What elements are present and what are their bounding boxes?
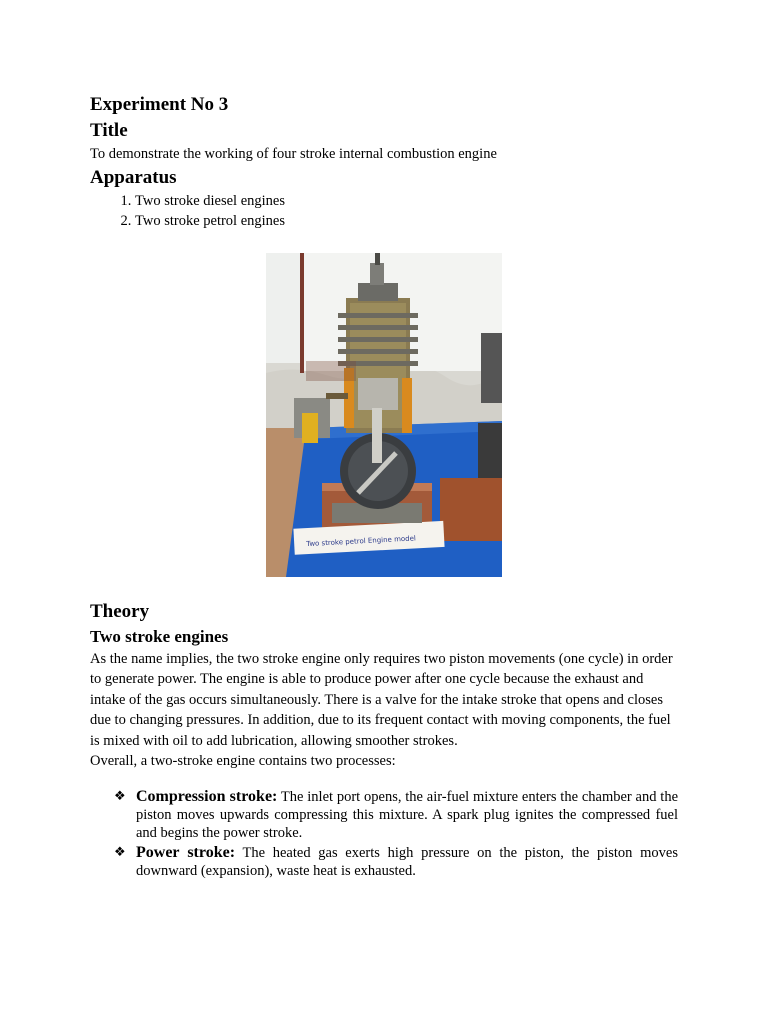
apparatus-list xyxy=(90,191,678,231)
theory-paragraph: As the name implies, the two stroke engine only requires two piston movements (one cycle) in order to generate power. The engine is able to produce power after one cycle because the exhaust and intake of the gas occurs simultaneously. There is a valve for the intake stroke that opens and closes due to changing pressures. In addition, due to its frequent contact with moving components, the fuel is mixed with oil to add lubrication, allowing smoother strokes. xyxy=(90,650,673,749)
theory-heading: Theory xyxy=(90,600,150,622)
apparatus-item: 1. Two stroke diesel engines xyxy=(135,191,678,211)
stroke-list xyxy=(90,788,678,880)
stroke-description: The heated gas exerts high pressure on the piston, the piston moves downward (expansion), waste heat is exhausted. xyxy=(136,844,678,879)
stroke-term: Power stroke: xyxy=(136,843,236,861)
engine-label-text: Two stroke petrol Engine model xyxy=(306,533,417,548)
engine-photo-illustration xyxy=(266,253,502,577)
apparatus-item: 2. Two stroke petrol engines xyxy=(135,211,678,231)
engine-photo xyxy=(266,253,502,577)
experiment-heading: Experiment No 3 xyxy=(90,94,229,115)
title-heading: Title xyxy=(90,120,128,141)
title-text: To demonstrate the working of four stroke internal combustion engine xyxy=(90,146,497,162)
diamond-bullet-icon: ❖ xyxy=(114,844,126,860)
processes-intro: Overall, a two-stroke engine contains two processes: xyxy=(90,753,396,769)
document-page xyxy=(90,92,678,882)
stroke-term: Compression stroke: xyxy=(136,787,278,805)
list-item xyxy=(114,843,678,880)
list-item xyxy=(114,787,679,842)
diamond-bullet-icon: ❖ xyxy=(114,788,126,804)
subsection-heading: Two stroke engines xyxy=(90,626,229,646)
apparatus-heading: Apparatus xyxy=(90,166,177,188)
stroke-description: The inlet port opens, the air-fuel mixture enters the chamber and the piston moves upwards compressing this mixture. A spark plug ignites the compressed fuel and begins the power stroke. xyxy=(136,788,679,841)
